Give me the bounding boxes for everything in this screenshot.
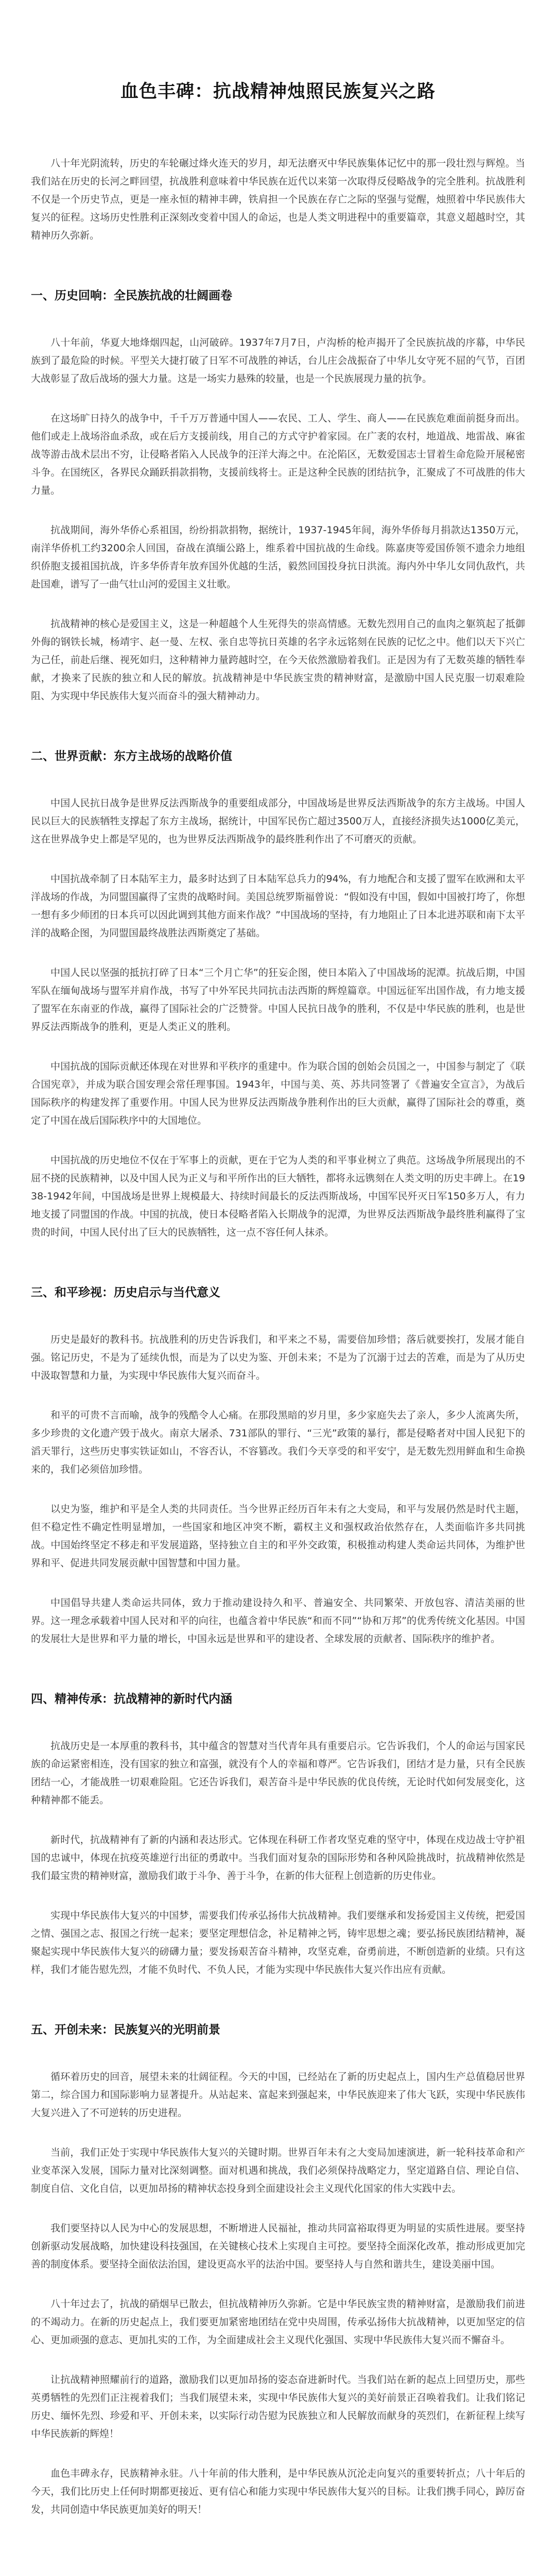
paragraph: 血色丰碑永存，民族精神永驻。八十年前的伟大胜利，是中华民族从沉沦走向复兴的重要转折点；八十年后的今天，我们比历史上任何时期都更接近、更有信心和能力实现中华民族伟大复兴的目标。让我们携手同心，踔厉奋发，共同创造中华民族更加美好的明天！ xyxy=(31,2468,525,2515)
paragraph: 在这场旷日持久的战争中，千千万万普通中国人——农民、工人、学生、商人——在民族危难面前挺身而出。他们或走上战场浴血杀敌，或在后方支援前线，用自己的方式守护着家园。在广袤的农村，地道战、地雷战、麻雀战等游击战术层出不穷，让侵略者陷入人民战争的汪洋大海之中。在沦陷区，无数爱国志士冒着生命危险开展秘密斗争。在国统区，各界民众踊跃捐款捐物，支援前线将士。正是这种全民族的团结抗争，汇聚成了不可战胜的伟大力量。 xyxy=(31,413,525,496)
paragraph: 历史是最好的教科书。抗战胜利的历史告诉我们，和平来之不易，需要倍加珍惜；落后就要挨打，发展才能自强。铭记历史，不是为了延续仇恨，而是为了以史为鉴、开创未来；不是为了沉溺于过去的苦难，而是为了从历史中汲取智慧和力量，为实现中华民族伟大复兴而奋斗。 xyxy=(31,1334,525,1381)
paragraph: 让抗战精神照耀前行的道路，激励我们以更加昂扬的姿态奋进新时代。当我们站在新的起点上回望历史，那些英勇牺牲的先烈们正注视着我们；当我们展望未来，实现中华民族伟大复兴的美好前景正召唤着我们。让我们铭记历史、缅怀先烈、珍爱和平、开创未来，以实际行动告慰为民族独立和人民解放而献身的英烈们，在新征程上续写中华民族新的辉煌！ xyxy=(31,2374,525,2439)
section-heading-3: 三、和平珍视：历史启示与当代意义 xyxy=(31,1286,220,1299)
paragraph: 中国人民抗日战争是世界反法西斯战争的重要组成部分，中国战场是世界反法西斯战争的东方主战场。中国人民以巨大的民族牺牲支撑起了东方主战场，据统计，中国军民伤亡超过3500万人，直接经济损失达1000亿美元，这在世界战争史上都是罕见的，也为世界反法西斯战争的最终胜利作出了不可磨灭的贡献。 xyxy=(31,798,525,845)
paragraph: 抗战历史是一本厚重的教科书，其中蕴含的智慧对当代青年具有重要启示。它告诉我们，个人的命运与国家民族的命运紧密相连，没有国家的独立和富强，就没有个人的幸福和尊严。它告诉我们，团结才是力量，只有全民族团结一心，才能战胜一切艰难险阻。它还告诉我们，艰苦奋斗是中华民族的优良传统，无论时代如何发展变化，这种精神都不能丢。 xyxy=(31,1740,525,1806)
paragraph: 八十年前，华夏大地烽烟四起，山河破碎。1937年7月7日，卢沟桥的枪声揭开了全民族抗战的序幕，中华民族到了最危险的时候。平型关大捷打破了日军不可战胜的神话，台儿庄会战振奋了中华儿女守死不屈的气节，百团大战彰显了敌后战场的强大力量。这是一场实力悬殊的较量，也是一个民族展现力量的抗争。 xyxy=(31,337,525,384)
paragraph: 中国抗战的国际贡献还体现在对世界和平秩序的重建中。作为联合国的创始会员国之一，中国参与制定了《联合国宪章》，并成为联合国安理会常任理事国。1943年，中国与美、英、苏共同签署了《普遍安全宣言》，为战后国际秩序的构建发挥了重要作用。中国人民为世界反法西斯战争胜利作出的巨大贡献，赢得了国际社会的尊重，奠定了中国在战后国际秩序中的大国地位。 xyxy=(31,1061,525,1126)
paragraph: 抗战精神的核心是爱国主义，这是一种超越个人生死得失的崇高情感。无数先烈用自己的血肉之躯筑起了抵御外侮的钢铁长城，杨靖宇、赵一曼、左权、张自忠等抗日英雄的名字永远铭刻在民族的记忆之中。他们以天下兴亡为己任，前赴后继、视死如归，这种精神力量跨越时空，在今天依然激励着我们。正是因为有了无数英雄的牺牲奉献，才换来了民族的独立和人民的解放。抗战精神是中华民族宝贵的精神财富，是激励中国人民克服一切艰难险阻、为实现中华民族伟大复兴而奋斗的强大精神动力。 xyxy=(31,618,525,702)
paragraph: 中国人民以坚强的抵抗打碎了日本“三个月亡华”的狂妄企图，使日本陷入了中国战场的泥潭。抗战后期，中国军队在缅甸战场与盟军并肩作战，书写了中外军民共同抗击法西斯的辉煌篇章。中国远征军出国作战，有力地支援了盟军在东南亚的作战，赢得了国际社会的广泛赞誉。中国人民抗日战争的胜利，不仅是中华民族的胜利，也是世界反法西斯战争的胜利，更是人类正义的胜利。 xyxy=(31,967,525,1032)
paragraph: 中国抗战牵制了日本陆军主力，最多时达到了日本陆军总兵力的94%，有力地配合和支援了盟军在欧洲和太平洋战场的作战，为同盟国赢得了宝贵的战略时间。美国总统罗斯福曾说：“假如没有中国，假如中国被打垮了，你想一想有多少师团的日本兵可以因此调到其他方面来作战？”中国战场的坚持，有力地阻止了日本北进苏联和南下太平洋的战略企图，为同盟国最终战胜法西斯奠定了基础。 xyxy=(31,873,525,939)
article-title: 血色丰碑：抗战精神烛照民族复兴之路 xyxy=(120,81,436,102)
paragraph: 以史为鉴，维护和平是全人类的共同责任。当今世界正经历百年未有之大变局，和平与发展仍然是时代主题，但不稳定性不确定性明显增加，一些国家和地区冲突不断，霸权主义和强权政治依然存在，人类面临许多共同挑战。中国始终坚定不移走和平发展道路，坚持独立自主的和平外交政策，积极推动构建人类命运共同体，为维护世界和平、促进共同发展贡献中国智慧和中国力量。 xyxy=(31,1503,525,1569)
paragraph: 当前，我们正处于实现中华民族伟大复兴的关键时期。世界百年未有之大变局加速演进，新一轮科技革命和产业变革深入发展，国际力量对比深刻调整。面对机遇和挑战，我们必须保持战略定力，坚定道路自信、理论自信、制度自信、文化自信，以更加昂扬的精神状态投身到全面建设社会主义现代化国家的伟大实践中去。 xyxy=(31,2147,525,2194)
paragraph: 和平的可贵不言而喻，战争的残酷令人心痛。在那段黑暗的岁月里，多少家庭失去了亲人，多少人流离失所，多少珍贵的文化遗产毁于战火。南京大屠杀、731部队的罪行、“三光”政策的暴行，都是侵略者对中国人民犯下的滔天罪行，这些历史事实铁证如山，不容否认，不容篡改。我们今天享受的和平安宁，是无数先烈用鲜血和生命换来的，我们必须倍加珍惜。 xyxy=(31,1410,525,1475)
paragraph: 八十年过去了，抗战的硝烟早已散去，但抗战精神历久弥新。它是中华民族宝贵的精神财富，是激励我们前进的不竭动力。在新的历史起点上，我们要更加紧密地团结在党中央周围，传承弘扬伟大抗战精神，以更加坚定的信心、更加顽强的意志、更加扎实的工作，为全面建成社会主义现代化强国、实现中华民族伟大复兴而不懈奋斗。 xyxy=(31,2298,525,2346)
paragraph: 我们要坚持以人民为中心的发展思想，不断增进人民福祉，推动共同富裕取得更为明显的实质性进展。要坚持创新驱动发展战略，加快建设科技强国，在关键核心技术上实现自主可控。要坚持全面深化改革，推动形成更加完善的制度体系。要坚持全面依法治国，建设更高水平的法治中国。要坚持人与自然和谐共生，建设美丽中国。 xyxy=(31,2223,525,2270)
paragraph: 抗战期间，海外华侨心系祖国，纷纷捐款捐物，据统计，1937-1945年间，海外华侨每月捐款达1350万元，南洋华侨机工约3200余人回国，奋战在滇缅公路上，维系着中国抗战的生命线。陈嘉庚等爱国侨领不遗余力地组织侨胞支援祖国抗战，许多华侨青年放弃国外优越的生活，毅然回国投身抗日洪流。海内外中华儿女同仇敌忾，共赴国难，谱写了一曲气壮山河的爱国主义壮歌。 xyxy=(31,524,525,590)
section-heading-1: 一、历史回响：全民族抗战的壮阔画卷 xyxy=(31,289,232,302)
section-heading-2: 二、世界贡献：东方主战场的战略价值 xyxy=(31,750,232,763)
paragraph: 中国抗战的历史地位不仅在于军事上的贡献，更在于它为人类的和平事业树立了典范。这场战争所展现出的不屈不挠的民族精神，以及中国人民为正义与和平所作出的巨大牺牲，都将永远镌刻在人类文明的历史丰碑上。在1938-1942年间，中国战场是世界上规模最大、持续时间最长的反法西斯战场，中国军民歼灭日军150多万人，有力地支援了同盟国的作战。中国的抗战，使日本侵略者陷入长期战争的泥潭，为世界反法西斯战争最终胜利赢得了宝贵的时间，中国人民付出了巨大的民族牺牲，这一点不容任何人抹杀。 xyxy=(31,1155,525,1238)
paragraph: 中国倡导共建人类命运共同体，致力于推动建设持久和平、普遍安全、共同繁荣、开放包容、清洁美丽的世界。这一理念承载着中国人民对和平的向往，也蕴含着中华民族“和而不同”“协和万邦”的优秀传统文化基因。中国的发展壮大是世界和平力量的增长，中国永远是世界和平的建设者、全球发展的贡献者、国际秩序的维护者。 xyxy=(31,1597,525,1645)
intro-paragraph: 八十年光阴流转，历史的车轮碾过烽火连天的岁月，却无法磨灭中华民族集体记忆中的那一段壮烈与辉煌。当我们站在历史的长河之畔回望，抗战胜利意味着中华民族在近代以来第一次取得反侵略战争的完全胜利。抗战胜利不仅是一个历史节点，更是一座永恒的精神丰碑，铁肩担一个民族在存亡之际的坚强与觉醒，烛照着中华民族伟大复兴的征程。这场历史性胜利正深刻改变着中国人的命运，也是人类文明进程中的重要篇章，其意义超越时空，其精神历久弥新。 xyxy=(31,158,525,241)
paragraph: 新时代，抗战精神有了新的内涵和表达形式。它体现在科研工作者攻坚克难的坚守中，体现在戍边战士守护祖国的忠诚中，体现在抗疫英雄逆行出征的勇敢中。当我们面对复杂的国际形势和各种风险挑战时，抗战精神依然是我们最宝贵的精神财富，激励我们敢于斗争、善于斗争，在新的伟大征程上创造新的历史伟业。 xyxy=(31,1834,525,1882)
paragraph: 实现中华民族伟大复兴的中国梦，需要我们传承弘扬伟大抗战精神。我们要继承和发扬爱国主义传统，把爱国之情、强国之志、报国之行统一起来；要坚定理想信念，补足精神之钙，铸牢思想之魂；要弘扬民族团结精神，凝聚起实现中华民族伟大复兴的磅礴力量；要发扬艰苦奋斗精神，攻坚克难，奋勇前进，不断创造新的业绩。只有这样，我们才能告慰先烈，才能不负时代、不负人民，才能为实现中华民族伟大复兴作出应有贡献。 xyxy=(31,1910,525,1975)
section-heading-4: 四、精神传承：抗战精神的新时代内涵 xyxy=(31,1692,232,1706)
section-heading-5: 五、开创未来：民族复兴的光明前景 xyxy=(31,2023,220,2037)
paragraph: 循环着历史的回音，展望未来的壮阔征程。今天的中国，已经站在了新的历史起点上，国内生产总值稳居世界第二，综合国力和国际影响力显著提升。从站起来、富起来到强起来，中华民族迎来了伟大飞跃，实现中华民族伟大复兴进入了不可逆转的历史进程。 xyxy=(31,2071,525,2119)
